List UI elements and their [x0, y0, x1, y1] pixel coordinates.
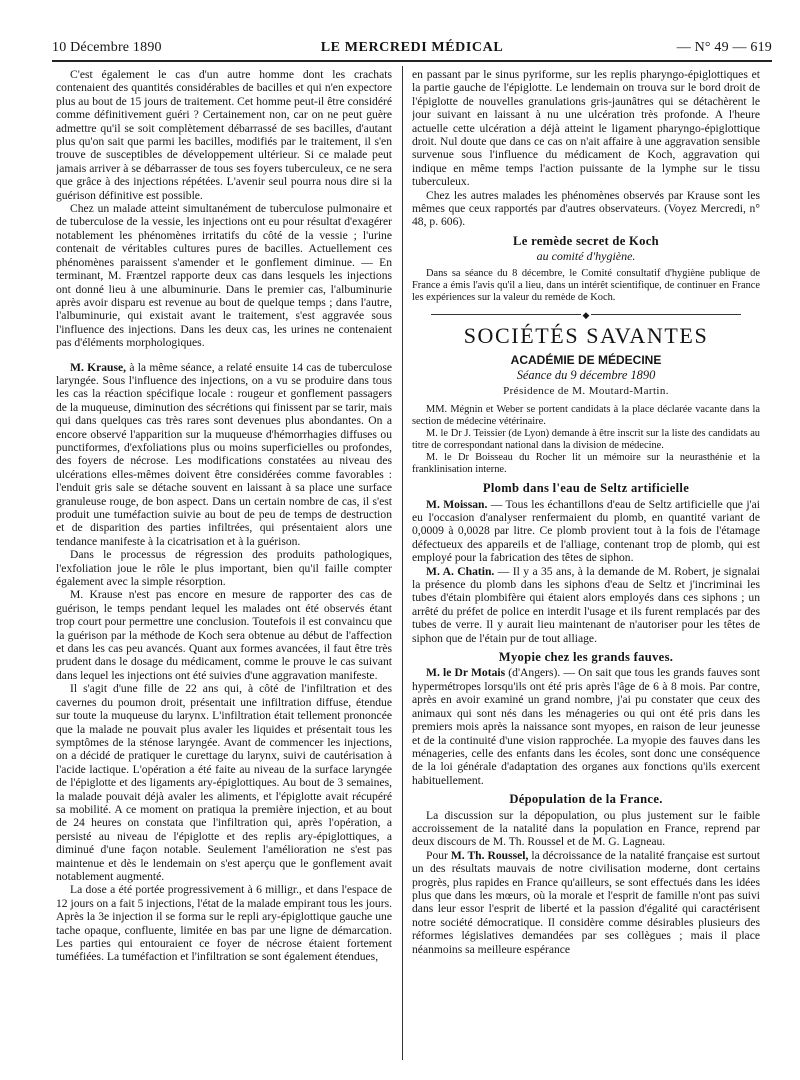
- header-date: 10 Décembre 1890: [52, 40, 162, 55]
- academy-notice: M. le Dr Boisseau du Rocher lit un mémoire sur la neurasthénie et la franklinisation interne.: [412, 452, 760, 476]
- paragraph: en passant par le sinus pyriforme, sur les replis pharyngo-épiglottiques et la partie gauche de l'épiglotte. Le lendemain on trouva sur le bord droit de l'épiglotte de nouvelles granulations gris-jaunâtres qui se détachèrent le jour suivant en laissant à nu une ulcération très profonde. A l'heure actuelle cette ulcération a déjà atteint le ligament pharyngo-épiglottique droit. Nul doute que dans ce cas on n'ait affaire à une aggravation sensible survenue sous l'influence du médicament de Koch, aggravation qui indique en même temps l'action puissante de la lymphe sur le tissu tuberculeux.: [412, 68, 760, 189]
- paragraph-koch: Dans sa séance du 8 décembre, le Comité consultatif d'hygiène publique de France a émis l'avis qu'il a lieu, dans un intérêt scientifique, de continuer en France les expériences sur la valeur du remède de Koch.: [412, 267, 760, 303]
- academie-heading: ACADÉMIE DE MÉDECINE: [510, 352, 662, 367]
- seance-date: Séance du 9 décembre 1890: [516, 368, 656, 383]
- right-column: [412, 68, 760, 1066]
- academy-notice: M. le Dr J. Teissier (de Lyon) demande à être inscrit sur la liste des candidats au titre de correspondant national dans la division de médecine.: [412, 428, 760, 452]
- header-rule: [52, 60, 772, 62]
- paragraph-moissan: [412, 498, 760, 565]
- author-name: M. A. Chatin.: [426, 564, 495, 578]
- paragraph-krause: [56, 361, 392, 549]
- societes-savantes-heading: SOCIÉTÉS SAVANTES: [463, 322, 709, 348]
- paragraph: La dose a été portée progressivement à 6 milligr., et dans l'espace de 12 jours on a fait 5 injections, l'état de la malade empirant tous les jours. Après la 3e injection il se forma sur le repli ary-épiglottique gauche une tache opaque, confluente, limitée en bas par une ligne de démarcation. Les parties qui entouraient ce foyer de nécrose étaient fortement tuméfiées. La tuméfaction et l'infiltration se sont également étendues,: [56, 883, 392, 964]
- section-heading-depopulation: Dépopulation de la France.: [509, 792, 663, 807]
- section-heading-myopie: Myopie chez les grands fauves.: [498, 650, 674, 665]
- paragraph: Chez les autres malades les phénomènes observés par Krause sont les mêmes que ceux rapportés par d'autres observateurs. (Voyez Mercredi, n° 48, p. 606).: [412, 188, 760, 229]
- paragraph: C'est également le cas d'un autre homme dont les crachats contenaient des quantités considérables de bacilles et qui n'en expectore plus au bout de 15 jours de traitement. Cet homme peut-il être considéré comme définitivement guéri ? Certainement non, car on ne peut guère admettre qu'il se soit complètement débarrassé de ses bacilles, d'autant plus qu'on sait que parmi les bacilles, modifiés par le traitement, il s'en trouve de susceptibles de développement ultérieur. Si ce malade peut jamais arriver à se débarrasser de tous ses foyers tuberculeux, ce ne sera que grâce à des injections répétées. L'avenir seul pourra nous dire si la guérison définitive est possible.: [56, 68, 392, 202]
- paragraph-text: — Il y a 35 ans, à la demande de M. Robert, je signalai la présence du plomb dans les siphons d'eau de Seltz et j'incriminai les tubes d'étain plombifère qui étaient alors employés dans ces siphons ; un arrêté du préfet de police en interdit l'usage et ils furent remplacés par des tubes de verre. Il y aurait lieu maintenant de n'autoriser pour les têtes de siphon que de l'étain pur de tout alliage.: [412, 564, 760, 645]
- paragraph-text: la décroissance de la natalité française est surtout un des résultats mauvais de notre civilisation moderne, dont certains progrès, plus rapides en France qu'ailleurs, se sont effectués dans les idées plus que dans les mœurs, où la morale et l'esprit de famille n'ont pas suivi dans leur essor l'esprit de liberté et la passion d'égalité qui caractérisent notre société démocratique. Il considère comme désirables plusieurs des réformes législatives demandées par ses collègues ; mais il place néanmoins sa meilleure espérance: [412, 848, 760, 956]
- presidence-line: Présidence de M. Moutard-Martin.: [503, 384, 669, 397]
- paragraph: Chez un malade atteint simultanément de tuberculose pulmonaire et de tuberculose de la vessie, les injections ont eu pour résultat d'exagérer notablement les phénomènes irritatifs du côté de la vessie ; l'urine contenait de véritables cultures pures de bacilles. Actuellement ces phénomènes paraissent s'amender et le gonflement diminue. — En terminant, M. Fræntzel rapporte deux cas dans lesquels les injections ont donné lieu à une albuminurie. Dans le premier cas, l'albuminurie après avoir disparu est revenue au bout de quelque temps ; dans l'autre, l'albuminurie, qui existait avant le traitement, s'est aggravée sous l'influence des injections. Dans les deux cas, les urines ne contenaient pas d'éléments morphologiques.: [56, 202, 392, 350]
- paragraph-roussel: [412, 849, 760, 956]
- paragraph-text: — Tous les échantillons d'eau de Seltz artificielle que j'ai eu l'occasion d'analyser renfermaient du plomb, en quantité variant de 0,0009 à 0,0028 par litre. Ce plomb provient tout à la fois de l'étamage défectueux des appareils et de l'alliage, contenant trop de plomb, qui est employé pour la fabrication des têtes de siphon.: [412, 497, 760, 565]
- paragraph: Dans le processus de régression des produits pathologiques, l'exfoliation joue le rôle le plus important, bien qu'il faille compter également avec la simple résorption.: [56, 548, 392, 589]
- paragraph-text: (d'Angers). — On sait que tous les grands fauves sont hypermétropes lorsqu'ils ont été pris après l'âge de 6 à 8 mois. Par contre, après en avoir examiné un grand nombre, j'ai pu constater que ceux des animaux qui sont nés dans les ménageries ou qui ont été pris dans les premiers mois après la naissance sont myopes, en raison de leur jeunesse et de la continuité d'une vision rapprochée. La myopie des fauves dans les ménageries, celle des enfants dans les écoles, sont donc une conséquence de la loi générale d'adaptation des organes aux fonctions qu'ils exercent habituellement.: [412, 666, 760, 787]
- paragraph-motais: [412, 666, 760, 787]
- academy-notice: MM. Mégnin et Weber se portent candidats à la place déclarée vacante dans la section de médecine vétérinaire.: [412, 404, 760, 428]
- paragraph: Il s'agit d'une fille de 22 ans qui, à côté de l'infiltration et des cavernes du poumon droit, présentait une infiltration diffuse, étendue sur toute la muqueuse du larynx. L'infiltration était tellement prononcée que la malade ne pouvait plus avaler les liquides et présentait tous les symptômes de la sténose laryngée. Avant de commencer les injections, on a décidé de pratiquer le curettage du larynx, suivi de cautérisation à l'acide lactique. L'opération a été faite au niveau de la surface laryngée de l'épiglotte et des ligaments ary-épiglottiques. Au bout de 3 semaines, la malade pouvait déjà avaler les aliments, et l'épiglotte avait récupéré sa mobilité. A ce moment on pratiqua la première injection, et au bout de 24 heures on constata que l'infiltration qui, après l'opération, a persisté au niveau de l'épiglotte et des replis ary-épiglottiques, a diminué d'une façon notable. Seulement l'amélioration ne s'est pas maintenue et dès le lendemain on s'est aperçu que le gonflement avait notablement augmenté.: [56, 682, 392, 883]
- header-journal-title: LE MERCREDI MÉDICAL: [320, 40, 504, 55]
- left-column: [56, 68, 392, 1066]
- column-divider: [402, 66, 403, 1060]
- paragraph-text: Pour: [426, 848, 451, 862]
- paragraph: La discussion sur la dépopulation, ou plus justement sur le faible accroissement de la natalité dans la population en France, reprend par deux discours de M. Th. Roussel et de M. G. Lagneau.: [412, 808, 760, 849]
- author-name: M. Krause,: [70, 360, 127, 374]
- paragraph-chatin: [412, 565, 760, 645]
- ornamental-divider: ◆: [412, 310, 760, 320]
- page-header: [52, 40, 772, 62]
- section-subheading-koch: au comité d'hygiène.: [536, 249, 636, 264]
- author-name: M. le Dr Motais: [426, 666, 506, 680]
- section-heading-plomb: Plomb dans l'eau de Seltz artificielle: [482, 481, 690, 496]
- header-issue-page: — N° 49 — 619: [676, 40, 772, 55]
- author-name: M. Th. Roussel,: [450, 848, 529, 862]
- paragraph: M. Krause n'est pas encore en mesure de rapporter des cas de guérison, le temps pendant lequel les malades ont été observés étant trop court pour permettre une conclusion. Toutefois il est convaincu que la guérison par la méthode de Koch sera obtenue au début de l'affection et dans les cas peu avancés. Quant aux formes avancées, il faut être très prudent dans le dosage du médicament, comme le prouve le cas suivant dans lequel les injections ont été suivies d'une aggravation manifeste.: [56, 588, 392, 682]
- paragraph-text: à la même séance, a relaté ensuite 14 cas de tuberculose laryngée. Sous l'influence des injections, on a vu se produire dans tous les cas la réaction spécifique locale : rougeur et gonflement passagers de la muqueuse, diminution des sécrétions qui finissent par se tarir, mais qui dans quelques cas très rares sont devenues plus abondantes. On a encore observé l'apparition sur la muqueuse d'hémorrhagies diffuses ou punctiformes, d'exfoliations plus ou moins superficielles ou profondes, des foyers de nécrose. Les modifications constatées au niveau des ulcérations elles-mêmes doivent être considérées comme favorables : l'enduit gris sale se détache souvent en laissant à sa place une surface granuleuse rouge, de bon aspect. Dans un certain nombre de cas, il s'est produit une tuméfaction suivie au bout de peu de temps de destruction et de disparition des parties infiltrées, qui présentaient alors une tendance manifeste à la cicatrisation et à la guérison.: [56, 360, 392, 548]
- author-name: M. Moissan.: [426, 497, 488, 511]
- section-heading-koch: Le remède secret de Koch: [513, 233, 659, 248]
